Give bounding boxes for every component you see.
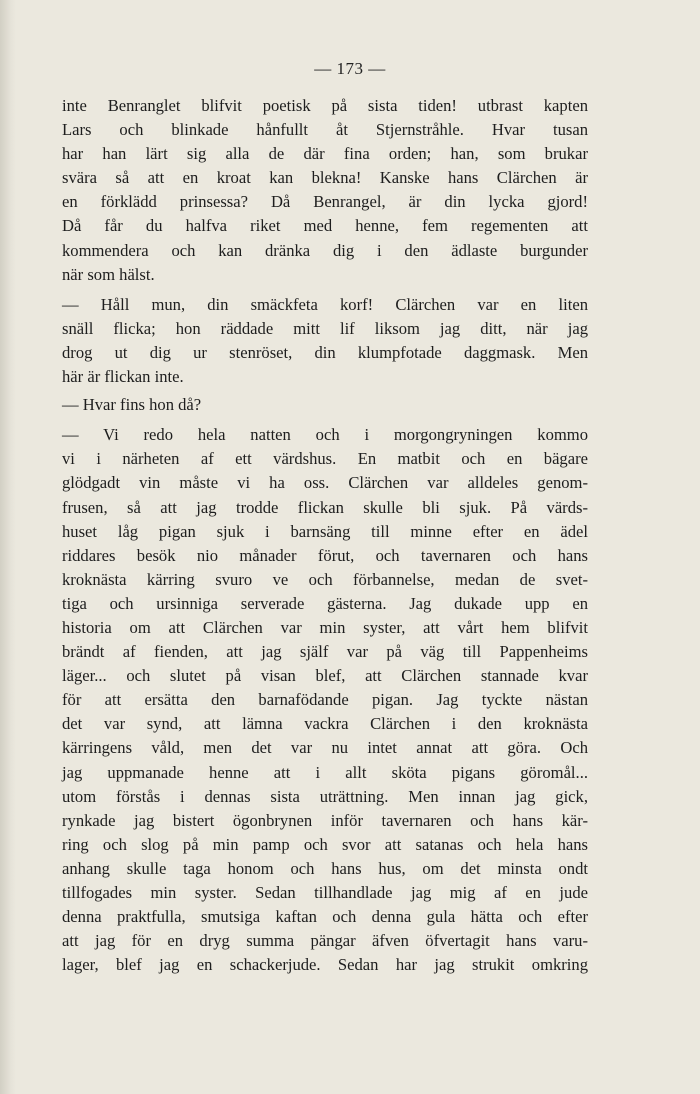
text-line: läger... och slutet på visan blef, att Clärchen stannade kvar — [62, 666, 588, 686]
text-line: ring och slog på min pamp och svor att satanas och hela hans — [62, 834, 588, 854]
text-line: en förklädd prinsessa? Då Benrangel, är din lycka gjord! — [62, 192, 588, 212]
text-line: historia om att Clärchen var min syster, att vårt hem blifvit — [62, 617, 588, 637]
text-line: Då får du halfva riket med henne, fem regementen att — [62, 216, 588, 236]
text-line: frusen, så att jag trodde flickan skulle bli sjuk. På värds- — [62, 497, 588, 517]
text-line: rynkade jag bistert ögonbrynen inför tavernaren och hans kär- — [62, 810, 588, 830]
text-line: kärringens våld, men det var nu intet annat att göra. Och — [62, 738, 588, 758]
text-line: det var synd, att lämna vackra Clärchen i den kroknästa — [62, 714, 588, 734]
text-line: kommendera och kan dränka dig i den ädlaste burgunder — [62, 240, 588, 260]
text-line: denna praktfulla, smutsiga kaftan och denna gula hätta och efter — [62, 907, 588, 927]
text-line: huset låg pigan sjuk i barnsäng till minne efter en ädel — [62, 521, 588, 541]
text-line: här är flickan inte. — [62, 367, 184, 387]
text-line: Lars och blinkade hånfullt åt Stjernstråhle. Hvar tusan — [62, 120, 588, 140]
page-number: — 173 — — [314, 59, 386, 78]
paragraph — [62, 423, 588, 977]
text-line: när som hälst. — [62, 264, 155, 284]
paragraph — [62, 293, 588, 389]
text-line: — Håll mun, din smäckfeta korf! Clärchen var en liten — [62, 294, 588, 314]
body-text — [62, 94, 588, 977]
text-line: glödgadt vin måste vi ha oss. Clärchen var alldeles genom- — [62, 473, 588, 493]
text-line: vi i närheten af ett värdshus. En matbit och en bägare — [62, 449, 588, 469]
text-line: — Hvar fins hon då? — [62, 395, 202, 415]
text-line: jag uppmanade henne att i allt sköta pigans göromål... — [62, 762, 588, 782]
text-line: att jag för en dryg summa pängar äfven öfvertagit hans varu- — [62, 931, 588, 951]
text-line: tillfogades min syster. Sedan tillhandlade jag mig af en jude — [62, 883, 588, 902]
text-line: har han lärt sig alla de där fina orden; han, som brukar — [62, 144, 588, 164]
text-line: utom förstås i dennas sista uträttning. Men innan jag gick, — [62, 786, 588, 806]
text-line: lager, blef jag en schackerjude. Sedan har jag strukit omkring — [62, 955, 588, 975]
paragraph — [62, 393, 588, 417]
paragraph — [62, 94, 588, 287]
text-line: anhang skulle taga honom och hans hus, om det minsta ondt — [62, 858, 588, 878]
text-line: för att ersätta den barnafödande pigan. Jag tyckte nästan — [62, 690, 588, 710]
text-line: brändt af fienden, att jag själf var på väg till Pappenheims — [62, 642, 588, 662]
text-line: riddares besök nio månader förut, och tavernaren och hans — [62, 545, 588, 565]
text-line: — Vi redo hela natten och i morgongryningen kommo — [62, 425, 588, 445]
text-line: inte Benranglet blifvit poetisk på sista tiden! utbrast kapten — [62, 96, 588, 115]
text-line: kroknästa kärring svuro ve och förbannelse, medan de svet- — [62, 569, 588, 589]
text-line: tiga och ursinniga serverade gästerna. Jag dukade upp en — [62, 593, 588, 613]
text-line: svära så att en kroat kan blekna! Kanske hans Clärchen är — [62, 168, 588, 188]
text-line: drog ut dig ur stenröset, din klumpfotade daggmask. Men — [62, 342, 588, 362]
text-line: snäll flicka; hon räddade mitt lif liksom jag ditt, när jag — [62, 318, 588, 338]
